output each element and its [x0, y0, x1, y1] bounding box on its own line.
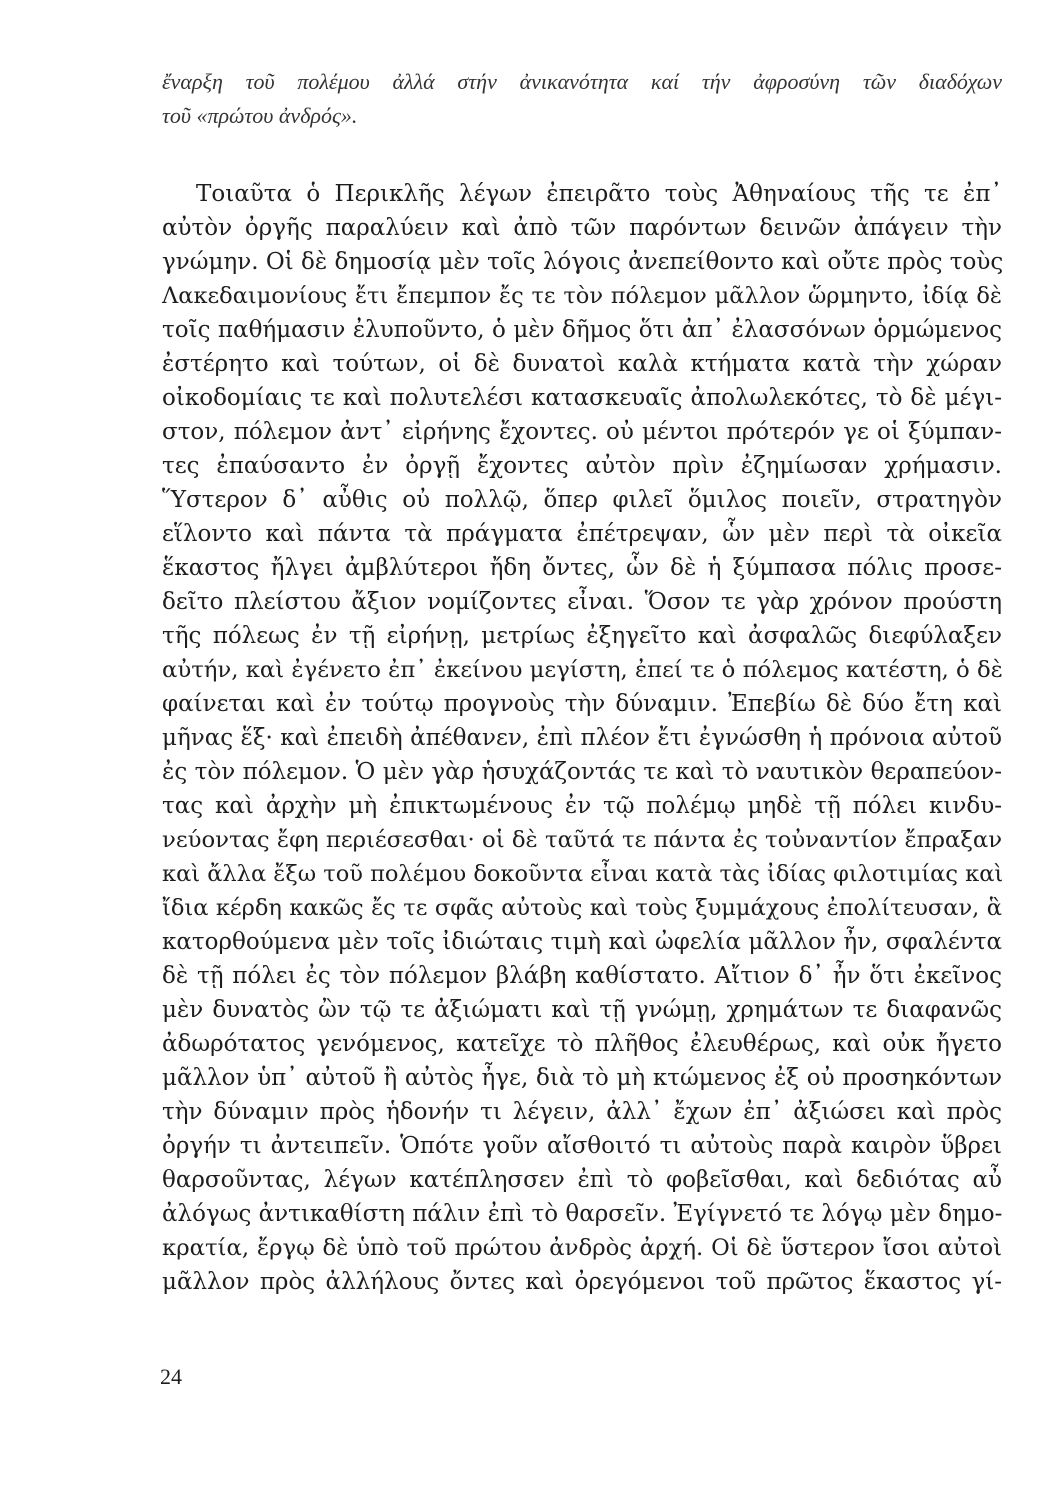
body-line: αὐτὸν ὀργῆς παραλύειν καὶ ἀπὸ τῶν παρόντων δεινῶν ἀπάγειν τὴν — [162, 215, 1002, 241]
body-line: μὲν δυνατὸς ὢν τῷ τε ἀξιώματι καὶ τῇ γνώμῃ, χρημάτων τε διαφανῶς — [162, 997, 1002, 1023]
body-line: ἀλόγως ἀντικαθίστη πάλιν ἐπὶ τὸ θαρσεῖν. Ἐγίγνετό τε λόγῳ μὲν δημο- — [162, 1201, 1003, 1227]
body-line: κατορθούμενα μὲν τοῖς ἰδιώταις τιμὴ καὶ ὠφελία μᾶλλον ἦν, σφαλέντα — [162, 929, 1002, 955]
body-line: μᾶλλον πρὸς ἀλλήλους ὄντες καὶ ὀρεγόμενοι τοῦ πρῶτος ἕκαστος γί- — [162, 1269, 1002, 1295]
body-line: στον, πόλεμον ἀντ᾽ εἰρήνης ἔχοντες. οὐ μέντοι πρότερόν γε οἱ ξύμπαν- — [162, 419, 1002, 445]
body-line: τῆς πόλεως ἐν τῇ εἰρήνῃ, μετρίως ἐξηγεῖτο καὶ ἀσφαλῶς διεφύλαξεν — [162, 623, 1002, 649]
body-line: τὴν δύναμιν πρὸς ἡδονήν τι λέγειν, ἀλλ᾽ ἔχων ἐπ᾽ ἀξιώσει καὶ πρὸς — [162, 1099, 1002, 1125]
body-line: εἵλοντο καὶ πάντα τὰ πράγματα ἐπέτρεψαν, ὧν μὲν περὶ τὰ οἰκεῖα — [162, 521, 1002, 547]
body-line: δεῖτο πλείστου ἄξιον νομίζοντες εἶναι. Ὅσον τε γὰρ χρόνον προύστη — [162, 589, 1002, 615]
body-line: τες ἐπαύσαντο ἐν ὀργῇ ἔχοντες αὐτὸν πρὶν ἐζημίωσαν χρήμασιν. — [162, 453, 1002, 479]
body-line: ὀργήν τι ἀντειπεῖν. Ὁπότε γοῦν αἴσθοιτό τι αὐτοὺς παρὰ καιρὸν ὕβρει — [162, 1133, 1002, 1159]
body-line: τοῖς παθήμασιν ἐλυποῦντο, ὁ μὲν δῆμος ὅτι ἀπ᾽ ἐλασσόνων ὁρμώμενος — [162, 317, 1002, 343]
body-line: ἐστέρητο καὶ τούτων, οἱ δὲ δυνατοὶ καλὰ κτήματα κατὰ τὴν χώραν — [162, 351, 1002, 377]
body-line: τας καὶ ἀρχὴν μὴ ἐπικτωμένους ἐν τῷ πολέμῳ μηδὲ τῇ πόλει κινδυ- — [162, 793, 1002, 819]
body-line: ἐς τὸν πόλεμον. Ὁ μὲν γὰρ ἡσυχάζοντάς τε καὶ τὸ ναυτικὸν θεραπεύον- — [162, 759, 1002, 785]
paragraph-first-line: Τοιαῦτα ὁ Περικλῆς λέγων ἐπειρᾶτο τοὺς Ἀθηναίους τῆς τε ἐπ᾽ — [196, 181, 1002, 207]
body-line: Λακεδαιμονίους ἔτι ἔπεμπον ἔς τε τὸν πόλεμον μᾶλλον ὥρμηντο, ἰδίᾳ δὲ — [162, 283, 1002, 309]
body-line: φαίνεται καὶ ἐν τούτῳ προγνοὺς τὴν δύναμιν. Ἐπεβίω δὲ δύο ἔτη καὶ — [162, 691, 1002, 717]
body-line: ἕκαστος ἤλγει ἀμβλύτεροι ἤδη ὄντες, ὧν δὲ ἡ ξύμπασα πόλις προσε- — [162, 555, 1002, 581]
body-line: οἰκοδομίαις τε καὶ πολυτελέσι κατασκευαῖς ἀπολωλεκότες, τὸ δὲ μέγι- — [162, 385, 1002, 411]
body-line: μῆνας ἕξ· καὶ ἐπειδὴ ἀπέθανεν, ἐπὶ πλέον ἔτι ἐγνώσθη ἡ πρόνοια αὐτοῦ — [162, 725, 1002, 751]
body-line: γνώμην. Οἱ δὲ δημοσίᾳ μὲν τοῖς λόγοις ἀνεπείθοντο καὶ οὔτε πρὸς τοὺς — [162, 249, 1004, 275]
intro-line: τοῦ «πρώτου ἀνδρός». — [162, 103, 358, 128]
body-line: Ὕστερον δ᾽ αὖθις οὐ πολλῷ, ὅπερ φιλεῖ ὅμιλος ποιεῖν, στρατηγὸν — [162, 487, 1002, 513]
body-line: ἀδωρότατος γενόμενος, κατεῖχε τὸ πλῆθος ἐλευθέρως, καὶ οὐκ ἤγετο — [162, 1031, 1002, 1057]
body-line: θαρσοῦντας, λέγων κατέπλησσεν ἐπὶ τὸ φοβεῖσθαι, καὶ δεδιότας αὖ — [162, 1167, 1002, 1193]
body-line: αὐτήν, καὶ ἐγένετο ἐπ᾽ ἐκείνου μεγίστη, ἐπεί τε ὁ πόλεμος κατέστη, ὁ δὲ — [162, 657, 1003, 683]
body-line: καὶ ἄλλα ἔξω τοῦ πολέμου δοκοῦντα εἶναι κατὰ τὰς ἰδίας φιλοτιμίας καὶ — [162, 861, 1004, 887]
body-line: νεύοντας ἔφη περιέσεσθαι· οἱ δὲ ταῦτά τε πάντα ἐς τοὐναντίον ἔπραξαν — [162, 827, 1003, 853]
body-line: ἴδια κέρδη κακῶς ἔς τε σφᾶς αὐτοὺς καὶ τοὺς ξυμμάχους ἐπολίτευσαν, ἃ — [162, 895, 1002, 921]
body-line: μᾶλλον ὑπ᾽ αὐτοῦ ἢ αὐτὸς ἦγε, διὰ τὸ μὴ κτώμενος ἐξ οὐ προσηκόντων — [162, 1065, 1002, 1091]
body-line: κρατία, ἔργῳ δὲ ὑπὸ τοῦ πρώτου ἀνδρὸς ἀρχή. Οἱ δὲ ὕστερον ἴσοι αὐτοὶ — [162, 1235, 1002, 1261]
intro-line: ἔναρξη τοῦ πολέμου ἀλλά στήν ἀνικανότητα καί τήν ἀφροσύνη τῶν διαδόχων — [162, 69, 1002, 94]
page-number: 24 — [160, 1364, 182, 1389]
body-line: δὲ τῇ πόλει ἐς τὸν πόλεμον βλάβη καθίστατο. Αἴτιον δ᾽ ἦν ὅτι ἐκεῖνος — [162, 963, 1002, 989]
